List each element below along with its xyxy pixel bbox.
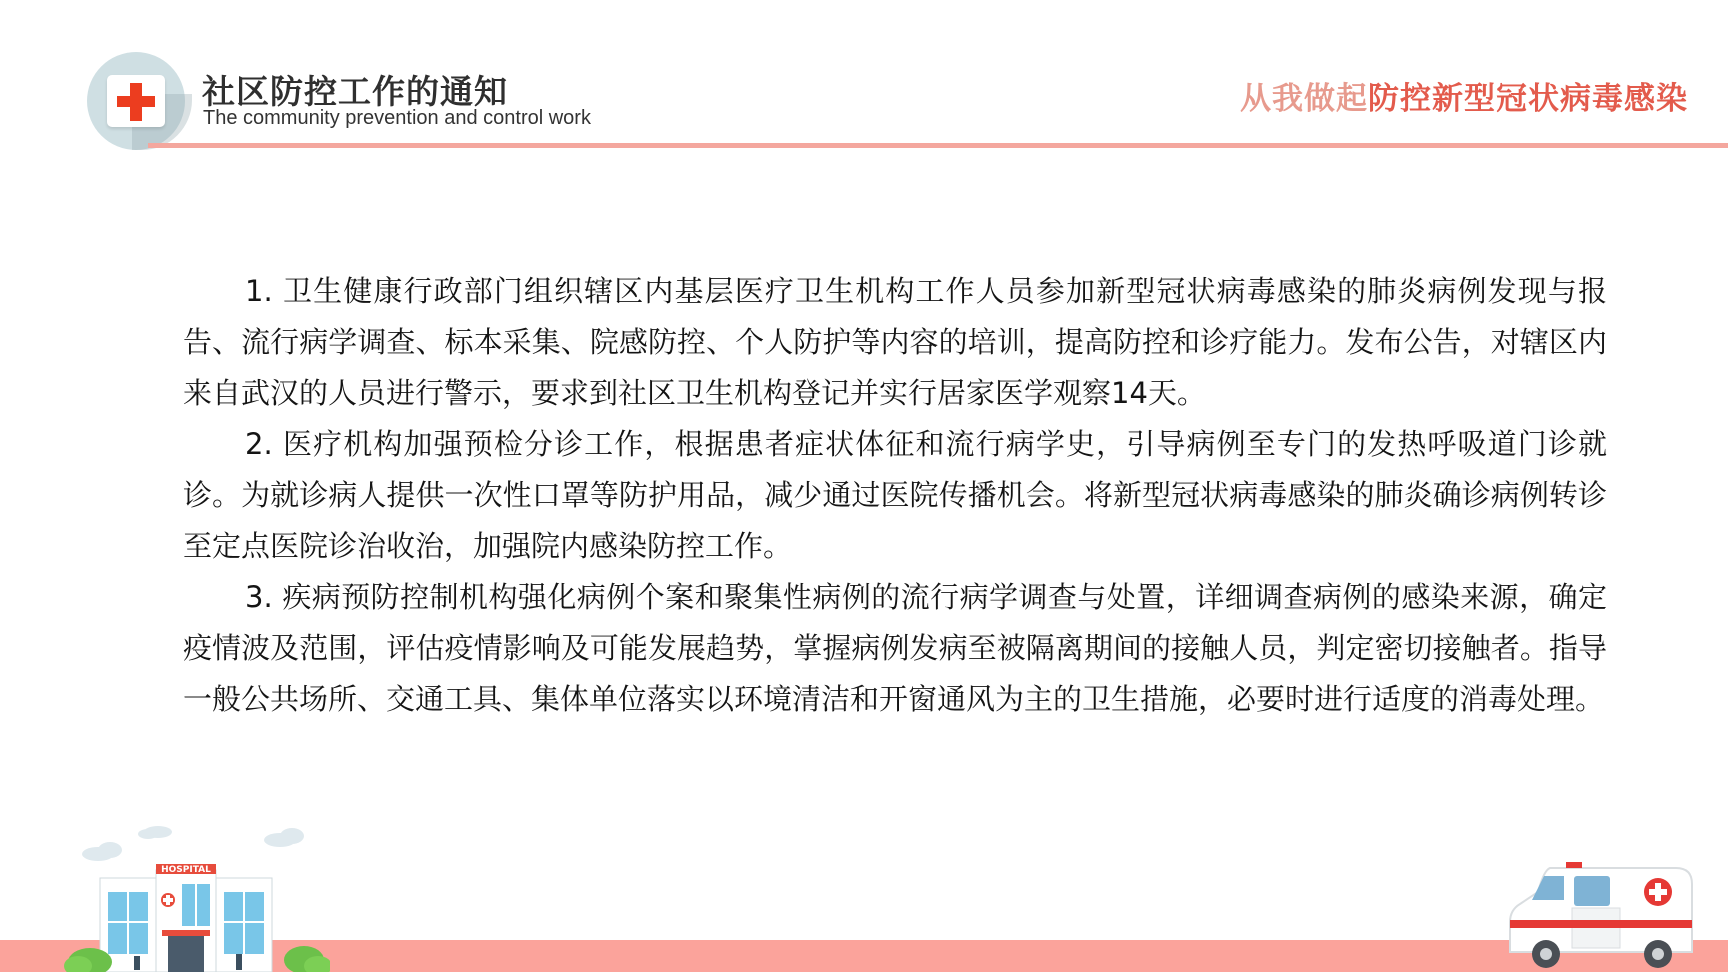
slogan [1240,73,1688,118]
notice-body [183,266,1607,725]
paragraph-2: 2. 医疗机构加强预检分诊工作，根据患者症状体征和流行病学史，引导病例至专门的发热呼吸道门诊就诊。为就诊病人提供一次性口罩等防护用品，减少通过医院传播机会。将新型冠状病毒感染的肺炎确诊病例转诊至定点医院诊治收治，加强院内感染防控工作。 [183,427,1607,563]
page-title: 社区防控工作的通知 [202,72,508,111]
header-divider [148,143,1728,148]
paragraph-1: 1. 卫生健康行政部门组织辖区内基层医疗卫生机构工作人员参加新型冠状病毒感染的肺炎病例发现与报告、流行病学调查、标本采集、院感防控、个人防护等内容的培训，提高防控和诊疗能力。发布公告，对辖区内来自武汉的人员进行警示，要求到社区卫生机构登记并实行居家医学观察14天。 [183,274,1607,410]
paragraph-3: 3. 疾病预防控制机构强化病例个案和聚集性病例的流行病学调查与处置，详细调查病例的感染来源，确定疫情波及范围，评估疫情影响及可能发展趋势，掌握病例发病至被隔离期间的接触人员，判定密切接触者。指导一般公共场所、交通工具、集体单位落实以环境清洁和开窗通风为主的卫生措施，必要时进行适度的消毒处理。 [183,580,1607,716]
hospital-building-icon [60,826,330,972]
slogan-part-1: 从我做起 [1240,81,1368,117]
page-subtitle: The community prevention and control work [203,107,591,129]
hospital-sign: HOSPITAL [161,865,211,875]
ambulance-icon [1506,860,1698,972]
slogan-part-2: 防控新型冠状病毒感染 [1368,81,1688,117]
header [0,0,1728,160]
medical-cross-icon [107,75,165,127]
